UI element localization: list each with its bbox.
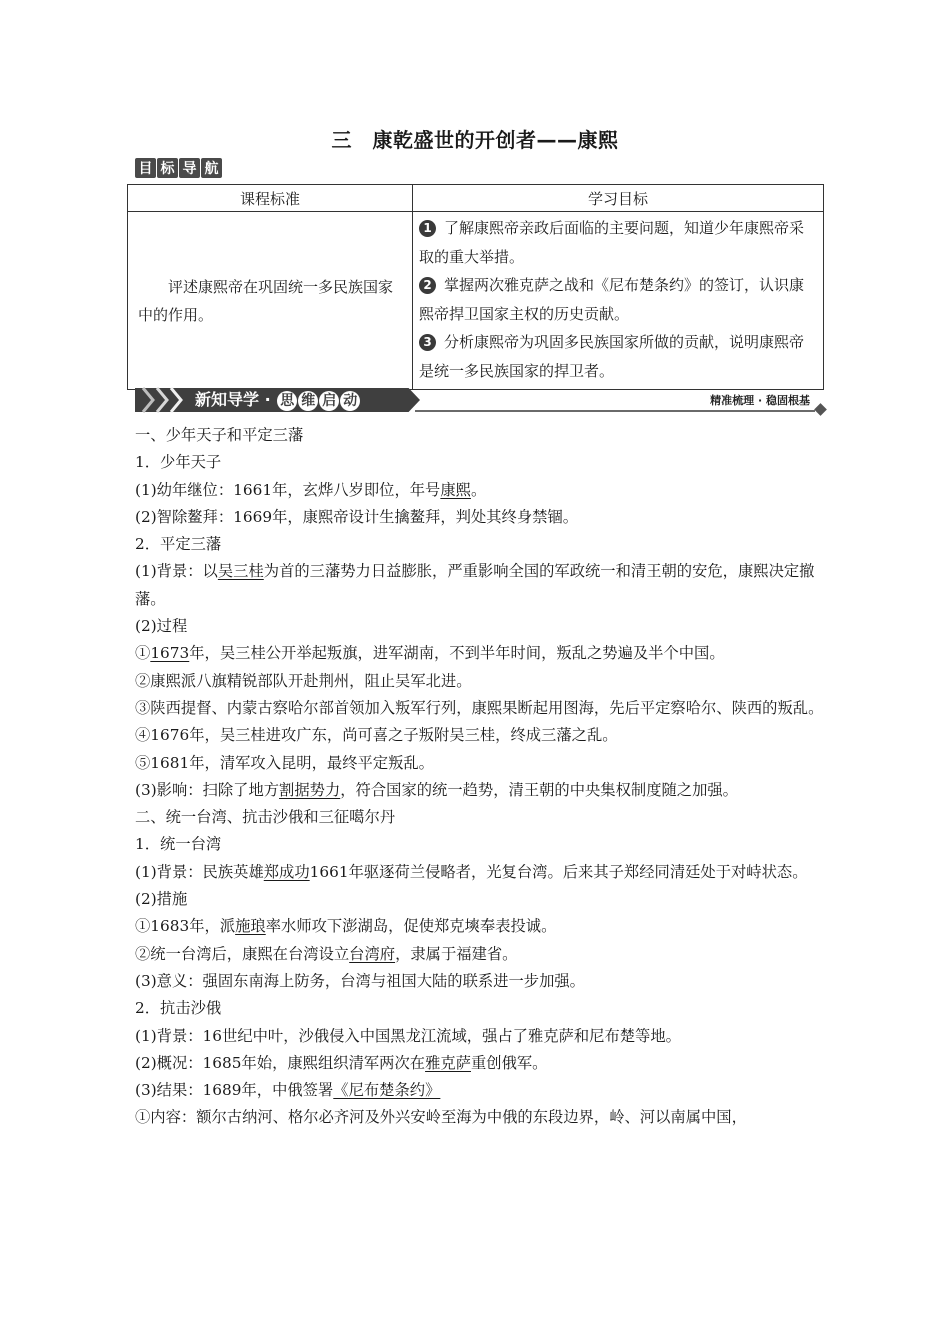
banner-circled-char: 维: [298, 391, 318, 411]
key-term-answer: 割据势力: [279, 780, 341, 799]
objective-text: 了解康熙帝亲政后面临的主要问题，知道少年康熙帝采取的重大举措。: [419, 219, 805, 266]
content-paragraph: [135, 831, 825, 858]
paragraph-text: (3)结果：1689年，中俄签署: [135, 1081, 334, 1100]
learning-objectives-cell: [413, 212, 824, 390]
paragraph-text: 年，吴三桂公开举起叛旗，进军湖南，不到半年时间，叛乱之势遍及半个中国。: [189, 644, 725, 663]
content-paragraph: [135, 477, 825, 504]
banner-circled-char: 动: [340, 391, 360, 411]
content-paragraph: [135, 504, 825, 531]
number-badge-icon: 3: [419, 334, 436, 351]
paragraph-text: ④1676年，吴三桂进攻广东，尚可喜之子叛附吴三桂，终成三藩之乱。: [135, 726, 618, 745]
paragraph-text: 1661年驱逐荷兰侵略者，光复台湾。后来其子郑经同清廷处于对峙状态。: [309, 862, 808, 881]
chevron-right-icon: [155, 384, 169, 416]
badge-char: 航: [201, 158, 222, 178]
content-body: [135, 422, 825, 1132]
content-paragraph: [135, 995, 825, 1022]
content-paragraph: [135, 640, 825, 667]
content-paragraph: [135, 558, 825, 613]
content-paragraph: [135, 859, 825, 886]
content-paragraph: [135, 722, 825, 749]
key-term-answer: 《尼布楚条约》: [333, 1081, 441, 1100]
page-title: 三 康乾盛世的开创者——康熙: [331, 128, 619, 152]
paragraph-text: 2．平定三藩: [135, 535, 222, 554]
paragraph-text: 1．少年天子: [135, 453, 222, 472]
number-badge-icon: 1: [419, 220, 436, 237]
header-curriculum-standard: 课程标准: [128, 185, 413, 212]
objective-text: 分析康熙帝为巩固多民族国家所做的贡献，说明康熙帝是统一多民族国家的捍卫者。: [419, 333, 805, 380]
content-paragraph: [135, 613, 825, 640]
paragraph-text: ①内容：额尔古纳河、格尔必齐河及外兴安岭至海为中俄的东段边界，岭、河以南属中国，: [135, 1108, 747, 1127]
number-badge-icon: 2: [419, 277, 436, 294]
content-paragraph: [135, 913, 825, 940]
badge-char: 导: [179, 158, 200, 178]
banner-circled-char: 启: [319, 391, 339, 411]
paragraph-text: 一、少年天子和平定三藩: [135, 426, 304, 444]
key-term-answer: 吴三桂: [217, 562, 264, 581]
paragraph-text: 1．统一台湾: [135, 835, 222, 854]
paragraph-text: (2)措施: [135, 890, 188, 909]
content-paragraph: [135, 1050, 825, 1077]
paragraph-text: (2)概况：1685年始，康熙组织清军两次在: [135, 1053, 426, 1072]
content-paragraph: [135, 804, 825, 831]
banner-title: [195, 388, 360, 412]
paragraph-text: 。: [470, 480, 487, 499]
paragraph-text: (2)过程: [135, 617, 188, 636]
content-paragraph: [135, 422, 825, 449]
paragraph-text: ③陕西提督、内蒙古察哈尔部首领加入叛军行列，康熙果断起用图海，先后平定察哈尔、陕西的叛乱。: [135, 698, 824, 717]
chevron-right-icon: [169, 384, 183, 416]
banner-subtitle: 精准梳理 · 稳固根基: [706, 392, 810, 408]
badge-char: 标: [157, 158, 178, 178]
paragraph-text: ①1683年，派: [135, 917, 236, 936]
paragraph-text: 重创俄军。: [470, 1053, 548, 1072]
paragraph-text: (1)背景：民族英雄: [135, 862, 264, 881]
content-paragraph: [135, 941, 825, 968]
paragraph-text: 为首的三藩势力日益膨胀，严重影响全国的军政统一和清王朝的安危，康熙决定撤藩。: [135, 562, 815, 608]
paragraph-text: 2．抗击沙俄: [135, 999, 222, 1018]
objective-item: [419, 271, 817, 328]
key-term-answer: 施琅: [235, 917, 266, 936]
paragraph-text: (3)意义：强固东南海上防务，台湾与祖国大陆的联系进一步加强。: [135, 971, 585, 990]
paragraph-text: ，符合国家的统一趋势，清王朝的中央集权制度随之加强。: [340, 780, 738, 799]
objective-text: 掌握两次雅克萨之战和《尼布楚条约》的签订，认识康熙帝捍卫国家主权的历史贡献。: [419, 276, 805, 323]
paragraph-text: ⑤1681年，清军攻入昆明，最终平定叛乱。: [135, 753, 434, 772]
key-term-answer: 台湾府: [349, 944, 396, 963]
key-term-answer: 雅克萨: [425, 1053, 471, 1072]
content-paragraph: [135, 449, 825, 476]
content-paragraph: [135, 1104, 825, 1131]
paragraph-text: (3)影响：扫除了地方: [135, 780, 280, 799]
objective-item: [419, 328, 817, 385]
content-paragraph: [135, 1077, 825, 1104]
objective-item: [419, 214, 817, 271]
paragraph-text: 率水师攻下澎湖岛，促使郑克塽奉表投诚。: [265, 917, 557, 936]
paragraph-text: (2)智除鳌拜：1669年，康熙帝设计生擒鳌拜，判处其终身禁锢。: [135, 507, 579, 526]
section-banner: [135, 384, 825, 416]
banner-circled-char: 思: [277, 391, 297, 411]
key-term-answer: 1673: [150, 644, 190, 663]
curriculum-standard-cell: 评述康熙帝在巩固统一多民族国家中的作用。: [128, 212, 413, 390]
content-paragraph: [135, 531, 825, 558]
paragraph-text: (1)背景：以: [135, 562, 218, 581]
content-paragraph: [135, 777, 825, 804]
goal-table: [127, 184, 824, 390]
paragraph-text: ②统一台湾后，康熙在台湾设立: [135, 944, 350, 963]
key-term-answer: 康熙: [440, 480, 471, 499]
banner-rule: [415, 410, 815, 412]
paragraph-text: ①: [135, 644, 151, 663]
paragraph-text: (1)幼年继位：1661年，玄烨八岁即位，年号: [135, 480, 441, 499]
content-paragraph: [135, 695, 825, 722]
content-paragraph: [135, 886, 825, 913]
content-paragraph: [135, 750, 825, 777]
section-badge-goal-navigation: [135, 158, 222, 178]
paragraph-text: ，隶属于福建省。: [395, 944, 518, 963]
chevron-right-icon: [141, 384, 155, 416]
banner-title-prefix: 新知导学 ·: [195, 390, 277, 409]
paragraph-text: (1)背景：16世纪中叶，沙俄侵入中国黑龙江流域，强占了雅克萨和尼布楚等地。: [135, 1026, 681, 1045]
paragraph-text: ②康熙派八旗精锐部队开赴荆州，阻止吴军北进。: [135, 671, 472, 690]
paragraph-text: 二、统一台湾、抗击沙俄和三征噶尔丹: [135, 808, 396, 827]
content-paragraph: [135, 968, 825, 995]
badge-char: 目: [135, 158, 156, 178]
content-paragraph: [135, 1023, 825, 1050]
diamond-icon: [814, 403, 827, 416]
key-term-answer: 郑成功: [263, 862, 310, 881]
header-learning-objectives: 学习目标: [413, 185, 824, 212]
content-paragraph: [135, 668, 825, 695]
